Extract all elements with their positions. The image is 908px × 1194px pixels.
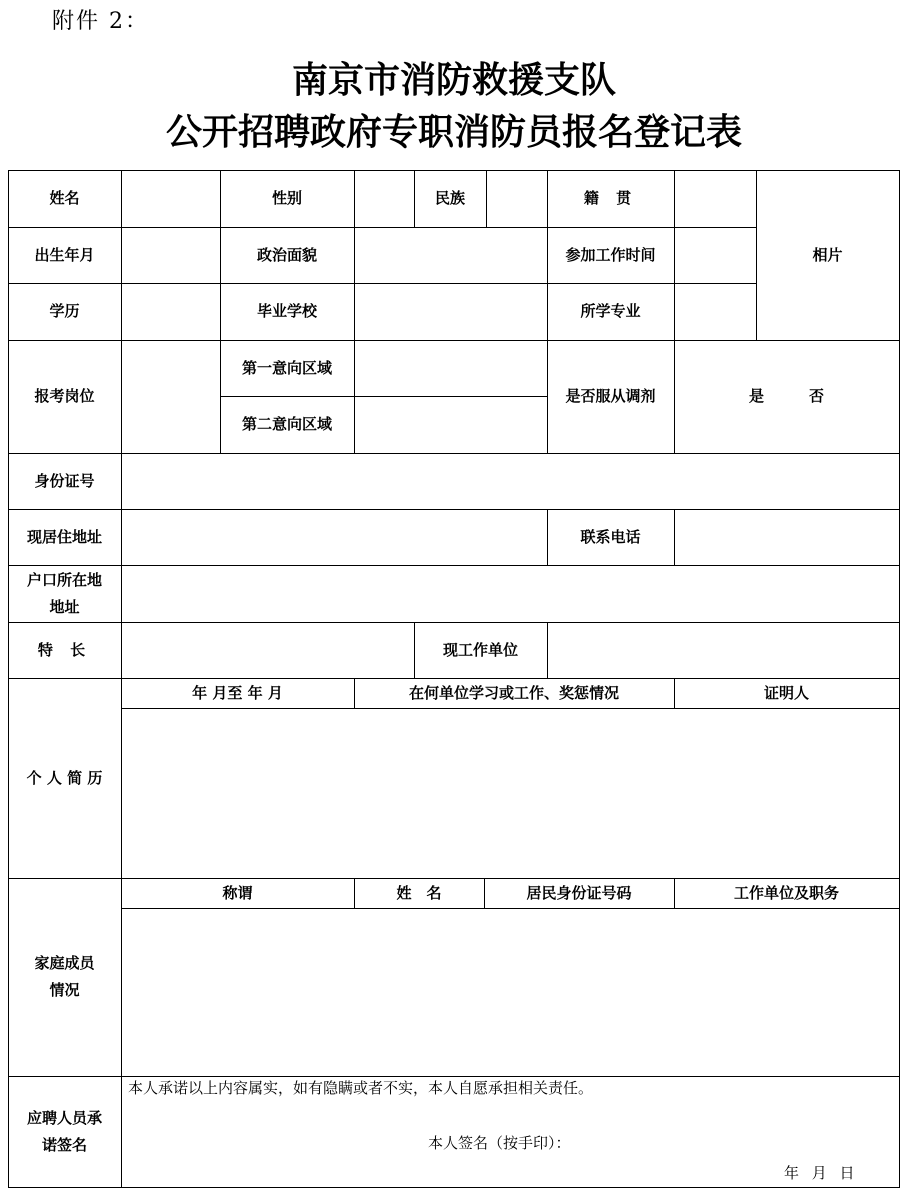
school-field[interactable] <box>355 284 547 340</box>
resume-period-header: 年 月至 年 月 <box>192 683 283 702</box>
resume-label: 个 人 简 历 <box>26 768 103 787</box>
major-label: 所学专业 <box>580 302 641 320</box>
applied-post-label: 报考岗位 <box>34 387 95 405</box>
resume-detail-header: 在何单位学习或工作、奖惩情况 <box>408 683 619 702</box>
hukou-label <box>8 565 121 622</box>
form-title-line2: 公开招聘政府专职消防员报名登记表 <box>165 111 742 153</box>
rule <box>899 170 900 1188</box>
family-label <box>8 878 121 1076</box>
major-field[interactable] <box>675 284 756 340</box>
current-employer-label: 现工作单位 <box>442 640 518 659</box>
birth-label: 出生年月 <box>34 245 95 264</box>
resume-witness-header: 证明人 <box>763 683 809 702</box>
ethnicity-field[interactable] <box>487 171 547 227</box>
education-field[interactable] <box>122 284 220 340</box>
first-area-field[interactable] <box>355 341 547 396</box>
address-field[interactable] <box>122 510 547 565</box>
address-label: 现居住地址 <box>26 527 102 546</box>
family-label-line1: 家庭成员 <box>34 954 95 972</box>
gender-label: 性别 <box>271 189 302 207</box>
id-number-field[interactable] <box>122 454 899 509</box>
form-title-line1: 南京市消防救援支队 <box>291 59 616 101</box>
family-employer-header: 工作单位及职务 <box>733 883 839 902</box>
registration-form-table <box>8 170 900 1188</box>
rule <box>8 1187 900 1188</box>
family-label-line2: 情况 <box>49 981 80 999</box>
political-status-field[interactable] <box>355 228 547 283</box>
work-start-field[interactable] <box>675 228 756 283</box>
second-area-label: 第二意向区域 <box>241 415 332 433</box>
first-area-label: 第一意向区域 <box>241 358 332 377</box>
family-relation-header: 称谓 <box>222 883 253 902</box>
education-label: 学历 <box>49 302 80 320</box>
family-id-header: 居民身份证号码 <box>526 883 632 902</box>
accept-adjust-options[interactable]: 是 否 <box>748 387 824 405</box>
attachment-label: 附件 2： <box>52 9 149 34</box>
hukou-label-line1: 户口所在地 <box>26 570 102 589</box>
name-field[interactable] <box>122 171 220 227</box>
hukou-field[interactable] <box>122 566 899 622</box>
id-number-label: 身份证号 <box>34 471 95 490</box>
work-start-label: 参加工作时间 <box>565 245 656 264</box>
pledge-label <box>8 1076 121 1187</box>
current-employer-field[interactable] <box>548 623 899 678</box>
phone-label: 联系电话 <box>580 527 641 546</box>
photo-box[interactable]: 相片 <box>812 245 843 264</box>
native-place-label: 籍 贯 <box>583 189 638 207</box>
name-label: 姓名 <box>49 189 80 207</box>
ethnicity-label: 民族 <box>434 189 465 207</box>
accept-adjust-label: 是否服从调剂 <box>565 387 656 405</box>
gender-field[interactable] <box>355 171 414 227</box>
specialty-field[interactable] <box>122 623 414 678</box>
pledge-label-line2: 诺签名 <box>41 1135 87 1154</box>
family-entries-area[interactable] <box>122 909 899 1076</box>
specialty-label: 特 长 <box>37 640 92 659</box>
applied-post-field[interactable] <box>122 341 220 453</box>
native-place-field[interactable] <box>675 171 756 227</box>
pledge-text: 本人承诺以上内容属实，如有隐瞒或者不实，本人自愿承担相关责任。 <box>128 1078 594 1097</box>
political-status-label: 政治面貌 <box>256 245 317 264</box>
resume-entries-area[interactable] <box>122 709 899 878</box>
date-label[interactable]: 年 月 日 <box>784 1163 859 1182</box>
pledge-label-line1: 应聘人员承 <box>26 1108 102 1127</box>
birth-field[interactable] <box>122 228 220 283</box>
family-name-header: 姓 名 <box>396 883 442 902</box>
phone-field[interactable] <box>675 510 899 565</box>
second-area-field[interactable] <box>355 397 547 453</box>
signature-label[interactable]: 本人签名（按手印）： <box>428 1133 571 1152</box>
school-label: 毕业学校 <box>256 302 317 320</box>
hukou-label-line2: 地址 <box>49 597 80 616</box>
